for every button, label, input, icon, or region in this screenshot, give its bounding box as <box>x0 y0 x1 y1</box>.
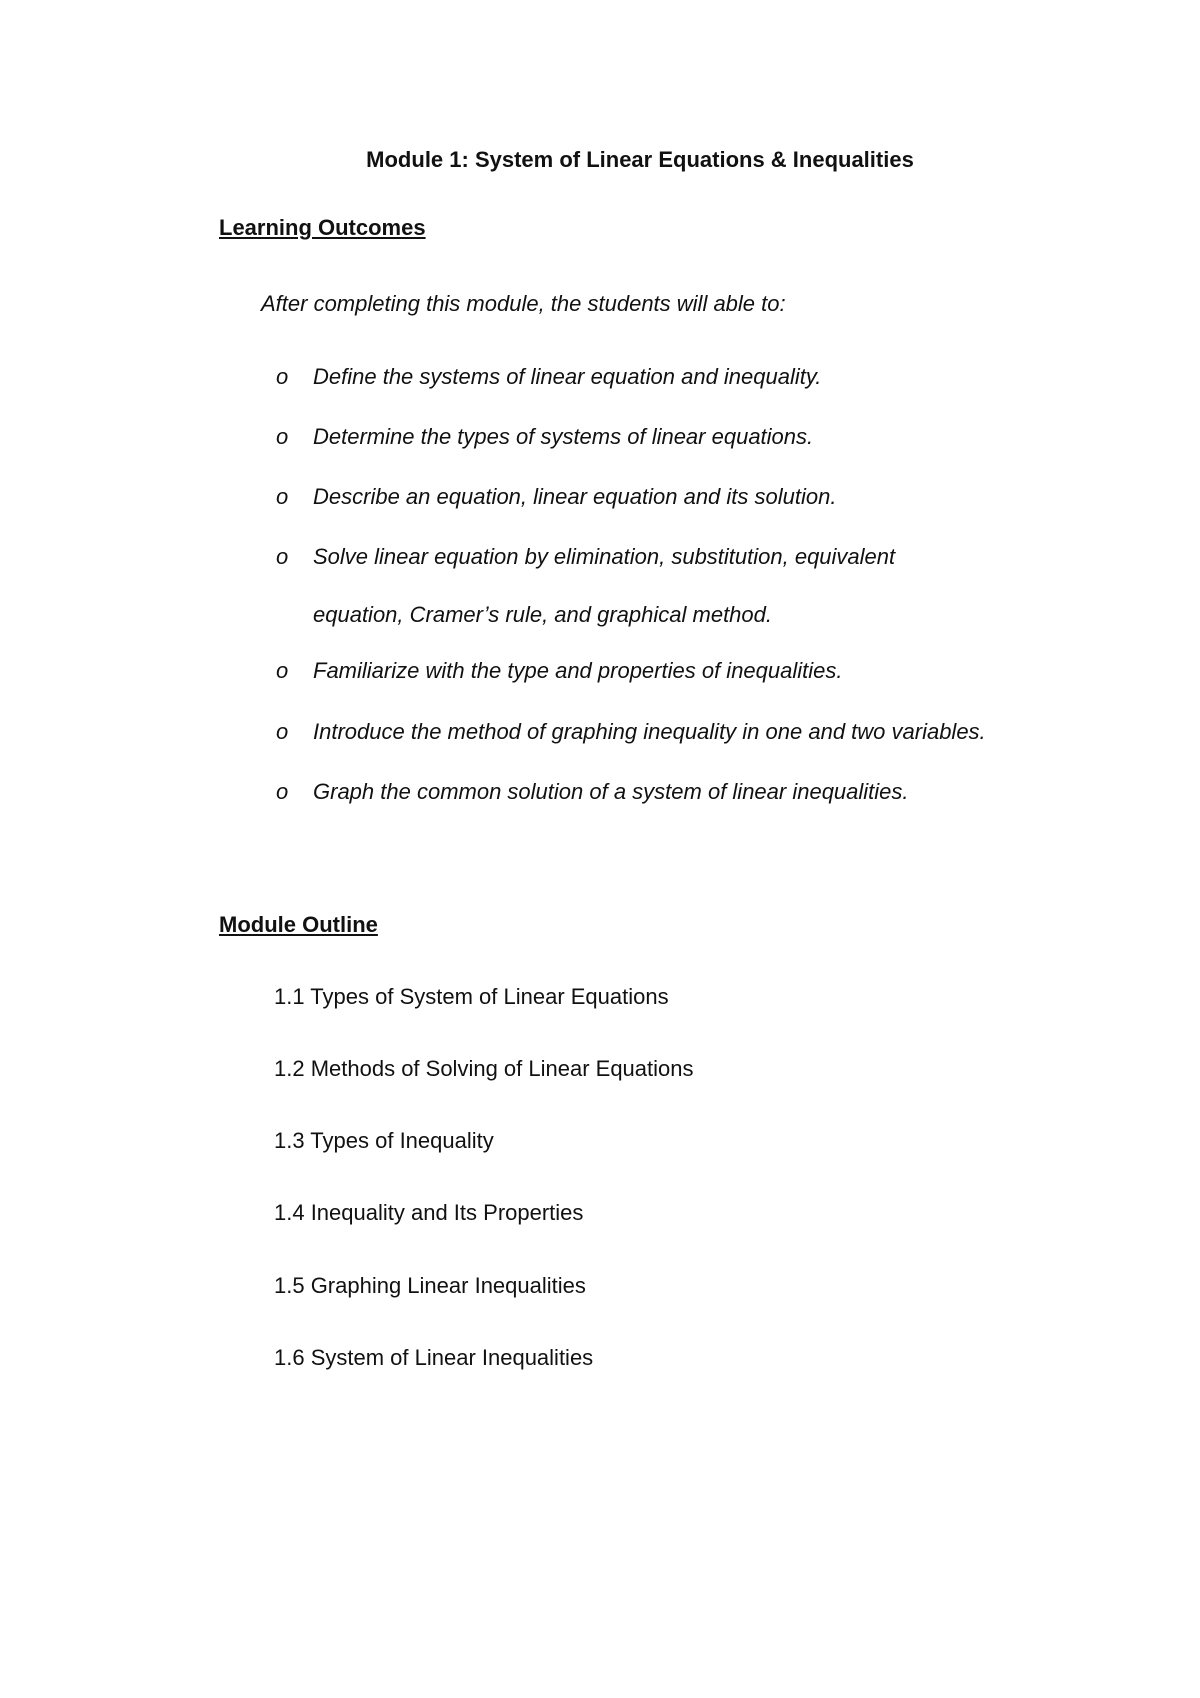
outcome-text: Determine the types of systems of linear equations. <box>313 424 814 449</box>
page-title: Module 1: System of Linear Equations & Inequalities <box>366 147 914 172</box>
outline-item: 1.6 System of Linear Inequalities <box>274 1345 594 1370</box>
outcome-continuation-text: equation, Cramer’s rule, and graphical method. <box>313 602 773 627</box>
bullet-icon: o <box>276 424 289 449</box>
outcome-item <box>276 423 813 451</box>
bullet-icon: o <box>276 779 289 804</box>
bullet-icon: o <box>276 364 289 389</box>
outcome-item <box>276 778 909 806</box>
learning-outcomes-heading: Learning Outcomes <box>219 215 426 240</box>
outcome-item <box>276 543 895 629</box>
outcome-text: Solve linear equation by elimination, substitution, equivalent <box>313 544 896 569</box>
outcome-text: Introduce the method of graphing inequality in one and two variables. <box>313 719 986 744</box>
outline-item: 1.2 Methods of Solving of Linear Equations <box>274 1056 694 1081</box>
bullet-icon: o <box>276 658 289 683</box>
outcome-text: Familiarize with the type and properties of inequalities. <box>313 658 843 683</box>
outline-item: 1.1 Types of System of Linear Equations <box>274 984 669 1009</box>
outline-item: 1.5 Graphing Linear Inequalities <box>274 1273 586 1298</box>
outline-item: 1.3 Types of Inequality <box>274 1128 494 1153</box>
outcome-text: Graph the common solution of a system of linear inequalities. <box>313 779 909 804</box>
outcome-item <box>276 363 821 391</box>
outcome-item <box>276 718 986 746</box>
module-outline-heading: Module Outline <box>219 912 378 937</box>
bullet-icon: o <box>276 544 289 569</box>
bullet-icon: o <box>276 484 289 509</box>
outcome-item <box>276 657 843 685</box>
outline-item: 1.4 Inequality and Its Properties <box>274 1200 584 1225</box>
learning-outcomes-intro: After completing this module, the students will able to: <box>261 291 786 316</box>
outcome-text: Define the systems of linear equation and inequality. <box>313 364 822 389</box>
outcome-text: Describe an equation, linear equation and its solution. <box>313 484 837 509</box>
bullet-icon: o <box>276 719 289 744</box>
outcome-item <box>276 483 836 511</box>
